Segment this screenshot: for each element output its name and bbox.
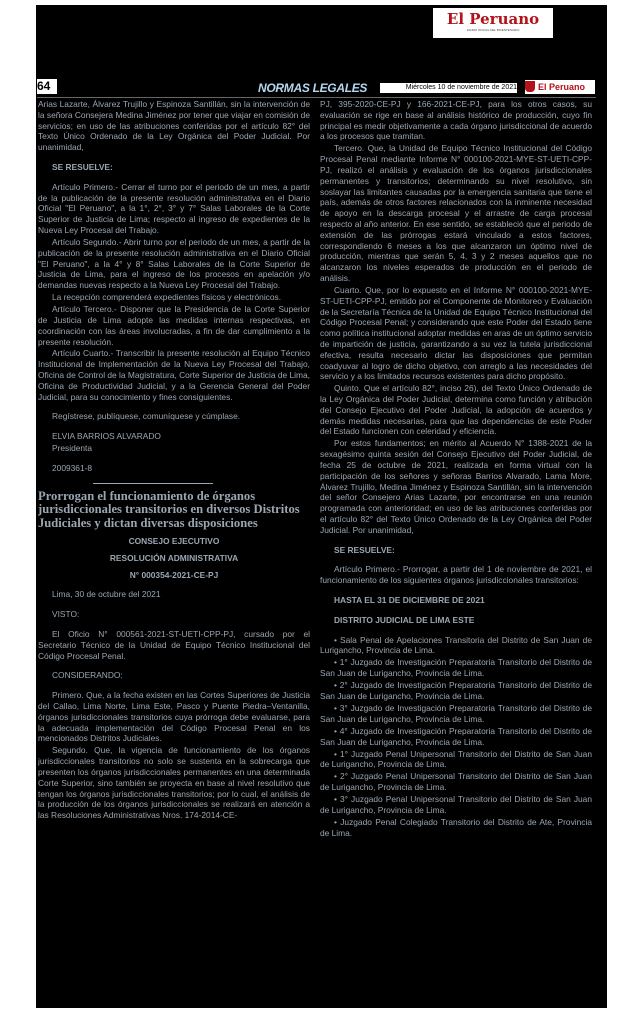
right-column [320, 99, 592, 1004]
paragraph: • 4° Juzgado de Investigación Preparatoria Transitorio del Distrito de San Juan de Lurigancho, Provincia de Lima. [320, 725, 592, 747]
page-number: 64 [37, 79, 57, 94]
paragraph: • 2° Juzgado de Investigación Preparatoria Transitorio del Distrito de San Juan de Lurigancho, Provincia de Lima. [320, 680, 592, 701]
paragraph: • 3° Juzgado de Investigación Preparatoria Transitorio del Distrito de San Juan de Lurigancho, Provincia de Lima. [320, 702, 592, 724]
paragraph: Segundo. Que, la vigencia de funcionamiento de los órganos jurisdiccionales transitorios no solo se sustenta en la sobrecarga que presenten los órganos jurisdiccionales permanentes en una determinada Corte Superior, sino también se proyecta en base al nivel resolutivo que tengan los órganos jurisdiccionales transitorios; por lo cual, el análisis de la producción de los órganos jurisdiccionales se realizará en atención a las Resoluciones Administrativas Nros. 174-2014-CE- [38, 745, 310, 821]
paragraph: PJ, 395-2020-CE-PJ y 166-2021-CE-PJ, para los otros casos, su evaluación se rige en base al análisis histórico de producción, cuyo fin principal es medir objetivamente a cada órgano jurisdiccional de acuerdo a los procesos que tramitan. [320, 99, 592, 142]
paragraph: CONSIDERANDO: [52, 670, 123, 681]
paragraph: • 3° Juzgado Penal Unipersonal Transitorio del Distrito de San Juan de Lurigancho, Provincia de Lima. [320, 794, 592, 815]
paragraph: Artículo Primero.- Prorrogar, a partir del 1 de noviembre de 2021, el funcionamiento de los siguientes órganos jurisdiccionales transitorios: [320, 564, 592, 586]
article-title: Prorrogan el funcionamiento de órganos jurisdiccionales transitorios en diversos Distritos Judiciales y dictan diversas disposiciones [38, 488, 300, 530]
paragraph: CONSEJO EJECUTIVO [128, 536, 220, 547]
paragraph: Quinto. Que el artículo 82°, inciso 26), del Texto Único Ordenado de la Ley Orgánica del Poder Judicial, determina como función y atribución del Consejo Ejecutivo del Poder Judicial, la adopción de acuerdos y demás medidas necesarias, para que las dependencias de este Poder del Estado funcionen con celeridad y eficiencia. [320, 383, 592, 437]
paragraph: • Sala Penal de Apelaciones Transitoria del Distrito de San Juan de Lurigancho, Provincia de Lima. [320, 634, 592, 656]
masthead-logo: El Peruano [446, 10, 540, 28]
paragraph: Regístrese, publíquese, comuníquese y cúmplase. [52, 411, 241, 422]
paragraph: Primero. Que, a la fecha existen en las Cortes Superiores de Justicia del Callao, Lima Norte, Lima Este, Pasco y Puente Piedra–Ventanilla, órganos jurisdiccionales transitorios cuya prórroga debe evaluarse, para la adecuada implementación del Código Procesal Penal en los mencionados Distritos Judiciales. [38, 690, 310, 744]
paragraph: Tercero. Que, la Unidad de Equipo Técnico Institucional del Código Procesal Penal mediante Informe N° 000100-2021-MYE-ST-UETI-CPP-PJ, realizó el análisis y evaluación de los órganos jurisdiccionales permanentes y transitorios; determinando su nivel resolutivo, sin soslayar las limitantes causadas por la emergencia sanitaria que tiene el país, además de otros factores relacionados con la inminente necesidad de apoyo en la descarga procesal y el arrastre de carga procesal respecto al año anterior. En ese sentido, se estableció que el periodo de extensión de las prórrogas estará vinculado a estos factores, correspondiendo 6 meses a los que alcanzaron un óptimo nivel de producción, mientras que serán 5, 4, 3 y 2 meses aquellos que no alcanzaron los niveles esperados de producción en el periodo de análisis. [320, 143, 592, 283]
paragraph: N° 000354-2021-CE-PJ [129, 569, 219, 580]
paragraph: Artículo Tercero.- Disponer que la Presidencia de la Corte Superior de Justicia de Lima adopte las medidas internas respectivas, en coordinación con las áreas involucradas, a fin de dar cumplimiento a la presente resolución. [38, 304, 310, 347]
paragraph: Lima, 30 de octubre del 2021 [52, 589, 161, 600]
paragraph: SE RESUELVE: [334, 544, 395, 555]
header-logo [525, 80, 595, 94]
paragraph: Por estos fundamentos; en mérito al Acuerdo N° 1388-2021 de la sexagésimo quinta sesión del Consejo Ejecutivo del Poder Judicial, de fecha 25 de octubre de 2021, realizada en forma virtual con la participación de los señores y señoras Barrios Alvarado, Lama More, Álvarez Trujillo, Medina Jiménez y Espinoza Santillán, sin la intervención del señor Consejero Arias Lazarte, por encontrarse en una reunión programada con anterioridad; en uso de las atribuciones conferidas por el artículo 82° del Texto Único Ordenado de la Ley Orgánica del Poder Judicial. Por unanimidad, [320, 438, 592, 535]
paragraph: El Oficio N° 000561-2021-ST-UETI-CPP-PJ, cursado por el Secretario Técnico de la Unidad de Equipo Técnico Institucional del Código Procesal Penal. [38, 629, 310, 661]
paragraph: RESOLUCIÓN ADMINISTRATIVA [109, 552, 239, 563]
header-logo-text: El Peruano [538, 82, 586, 92]
header-divider [37, 97, 596, 98]
paragraph: • 1° Juzgado de Investigación Preparatoria Transitorio del Distrito de San Juan de Lurigancho, Provincia de Lima. [320, 657, 592, 679]
paragraph: Arias Lazarte, Álvarez Trujillo y Espinoza Santillán, sin la intervención de la señora Consejera Medina Jiménez por tener que viajar en comisión de servicios; en uso de las atribuciones conferidas por el artículo 82° del Texto Único Ordenado de la Ley Orgánica del Poder Judicial. Por unanimidad, [38, 99, 310, 153]
left-column [38, 99, 310, 1004]
paragraph: Artículo Cuarto.- Transcribir la presente resolución al Equipo Técnico Institucional de Implementación de la Nueva Ley Procesal del Trabajo, Oficina de Control de la Magistratura, Corte Superior de Justicia de Lima, Oficina de Productividad Judicial, y a la Gerencia General del Poder Judicial, para su conocimiento y fines consiguientes. [38, 348, 310, 402]
paragraph: DISTRITO JUDICIAL DE LIMA ESTE [334, 614, 475, 625]
paragraph: ELVIA BARRIOS ALVARADO [52, 431, 161, 442]
masthead [433, 8, 553, 38]
separator-rule [93, 483, 213, 484]
paragraph: La recepción comprenderá expedientes físicos y electrónicos. [52, 292, 282, 303]
paragraph: • Juzgado Penal Colegiado Transitorio del Distrito de Ate, Provincia de Lima. [320, 816, 592, 838]
paragraph: 2009361-8 [52, 463, 93, 474]
paragraph: • 2° Juzgado Penal Unipersonal Transitorio del Distrito de San Juan de Lurigancho, Provincia de Lima. [320, 771, 592, 793]
paragraph: VISTO: [52, 609, 80, 620]
paragraph: HASTA EL 31 DE DICIEMBRE DE 2021 [334, 595, 485, 606]
masthead-tagline: DIARIO OFICIAL DEL BICENTENARIO [466, 28, 520, 32]
paragraph: Artículo Primero.- Cerrar el turno por el periodo de un mes, a partir de la publicación de la presente resolución administrativa en el Diario Oficial "El Peruano", a la 1°, 2°, 3° y 7° Salas Laborales de la Corte Superior de Justicia de Lima; respecto al ingreso de expedientes de la Nueva Ley Procesal del Trabajo. [38, 181, 310, 235]
section-title: NORMAS LEGALES [258, 81, 368, 95]
paragraph: • 1° Juzgado Penal Unipersonal Transitorio del Distrito de San Juan de Lurigancho, Provincia de Lima. [320, 748, 592, 770]
header-date: Miércoles 10 de noviembre de 2021 [380, 83, 517, 93]
paragraph: Artículo Segundo.- Abrir turno por el periodo de un mes, a partir de la publicación de la presente resolución administrativa en el Diario Oficial "El Peruano", a la 4° y 8° Salas Laborales de la Corte Superior de Justicia de Lima, para el ingreso de los procesos en apelación y/o demandas nuevas respecto a la Nueva Ley Procesal del Trabajo. [38, 236, 310, 291]
paragraph: Presidenta [52, 443, 93, 454]
paragraph: Cuarto. Que, por lo expuesto en el Informe N° 000100-2021-MYE-ST-UETI-CPP-PJ, emitido por el Componente de Monitoreo y Evaluación de la Secretaría Técnica de la Unidad de Equipo Técnico Institucional del Código Procesal Penal; y considerando que este Poder del Estado tiene como política institucional adoptar medidas en aras de un óptimo servicio de impartición de justicia, garantizando a su vez la tutela jurisdiccional efectiva, resulta necesario dictar las disposiciones que permitan coadyuvar al logro de dicho objetivo, con arreglo a las necesidades del servicio y a los limitados recursos existentes para dicho propósito. [320, 284, 592, 382]
coat-of-arms-icon [525, 81, 535, 92]
paragraph: SE RESUELVE: [52, 161, 113, 172]
